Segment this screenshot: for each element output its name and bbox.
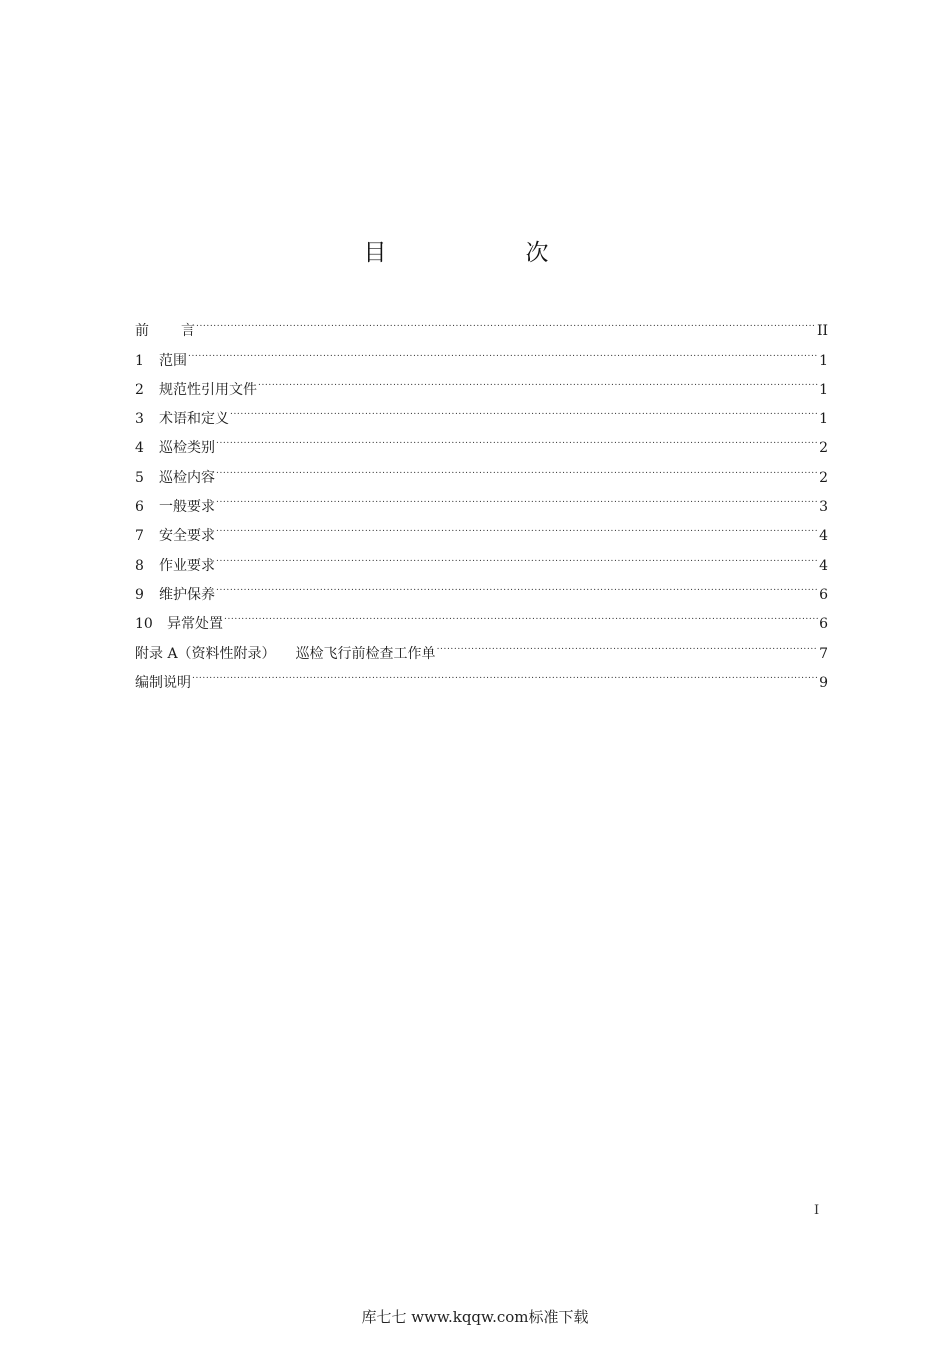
toc-entry-page: 3 <box>819 499 828 516</box>
toc-title: 目 次 <box>363 240 607 266</box>
page-number: I <box>814 1203 820 1218</box>
toc-entry-9[interactable] <box>135 570 828 603</box>
toc-entry-number: 9 <box>135 586 144 603</box>
toc-list <box>135 306 828 691</box>
toc-entry-10[interactable] <box>135 599 828 633</box>
toc-entry-1[interactable] <box>135 335 828 369</box>
toc-entry-label-a: 前 <box>135 323 149 340</box>
toc-entry-page: 6 <box>819 586 828 603</box>
toc-leader-dots <box>216 511 818 540</box>
toc-entry-page: 1 <box>819 352 828 369</box>
toc-entry-label: 术语和定义 <box>159 411 229 428</box>
toc-entry-annex-label: 附录 A（资料性附录） <box>135 645 276 662</box>
toc-leader-dots <box>437 628 819 657</box>
toc-entry-3[interactable] <box>135 394 828 428</box>
toc-entry-foreword[interactable] <box>135 306 828 340</box>
toc-leader-dots <box>224 599 818 628</box>
footer-watermark: 库七七 www.kqqw.com标准下载 <box>361 1308 589 1326</box>
toc-entry-2[interactable] <box>135 365 828 398</box>
toc-entry-label: 异常处置 <box>167 616 223 633</box>
toc-entry-label: 规范性引用文件 <box>159 381 257 398</box>
toc-leader-dots <box>216 423 818 452</box>
toc-leader-dots <box>216 452 818 481</box>
toc-entry-6[interactable] <box>135 482 828 516</box>
toc-entry-page: 1 <box>819 411 828 428</box>
toc-entry-number: 1 <box>135 352 144 369</box>
toc-entry-label: 作业要求 <box>159 557 215 574</box>
toc-entry-number: 2 <box>135 381 144 398</box>
toc-entry-number: 5 <box>135 469 144 486</box>
toc-entry-annex-a[interactable] <box>135 628 828 662</box>
toc-entry-label: 维护保养 <box>159 586 215 603</box>
toc-leader-dots <box>216 540 818 569</box>
toc-entry-label: 编制说明 <box>135 674 191 691</box>
toc-entry-5[interactable] <box>135 452 828 486</box>
toc-entry-7[interactable] <box>135 511 828 545</box>
toc-entry-page: 2 <box>819 469 828 486</box>
toc-entry-8[interactable] <box>135 540 828 574</box>
toc-entry-page: 7 <box>819 645 828 662</box>
toc-leader-dots <box>192 658 818 687</box>
toc-entry-annex-title: 巡检飞行前检查工作单 <box>295 645 436 662</box>
toc-leader-dots <box>258 365 818 394</box>
toc-entry-number: 10 <box>135 616 153 633</box>
toc-entry-4[interactable] <box>135 423 828 457</box>
toc-leader-dots <box>216 482 818 511</box>
toc-entry-page: 1 <box>819 381 828 398</box>
toc-entry-page: 6 <box>819 616 828 633</box>
toc-entry-number: 8 <box>135 557 144 574</box>
toc-leader-dots <box>196 306 816 335</box>
toc-entry-label: 巡检类别 <box>159 440 215 457</box>
toc-entry-page: II <box>816 323 828 340</box>
toc-entry-label: 一般要求 <box>159 499 215 516</box>
toc-leader-dots <box>188 335 818 364</box>
toc-entry-explanation[interactable] <box>135 658 828 691</box>
toc-entry-label: 安全要求 <box>159 528 215 545</box>
toc-entry-number: 3 <box>135 411 144 428</box>
toc-leader-dots <box>230 394 818 423</box>
toc-entry-number: 4 <box>135 440 144 457</box>
toc-leader-dots <box>216 570 818 599</box>
toc-entry-page: 4 <box>819 557 828 574</box>
toc-entry-label-b: 言 <box>181 323 195 340</box>
toc-entry-page: 2 <box>819 440 828 457</box>
toc-entry-page: 9 <box>819 674 828 691</box>
toc-entry-number: 6 <box>135 499 144 516</box>
toc-entry-label: 巡检内容 <box>159 469 215 486</box>
toc-entry-number: 7 <box>135 528 144 545</box>
toc-entry-page: 4 <box>819 528 828 545</box>
toc-entry-label: 范围 <box>159 352 187 369</box>
